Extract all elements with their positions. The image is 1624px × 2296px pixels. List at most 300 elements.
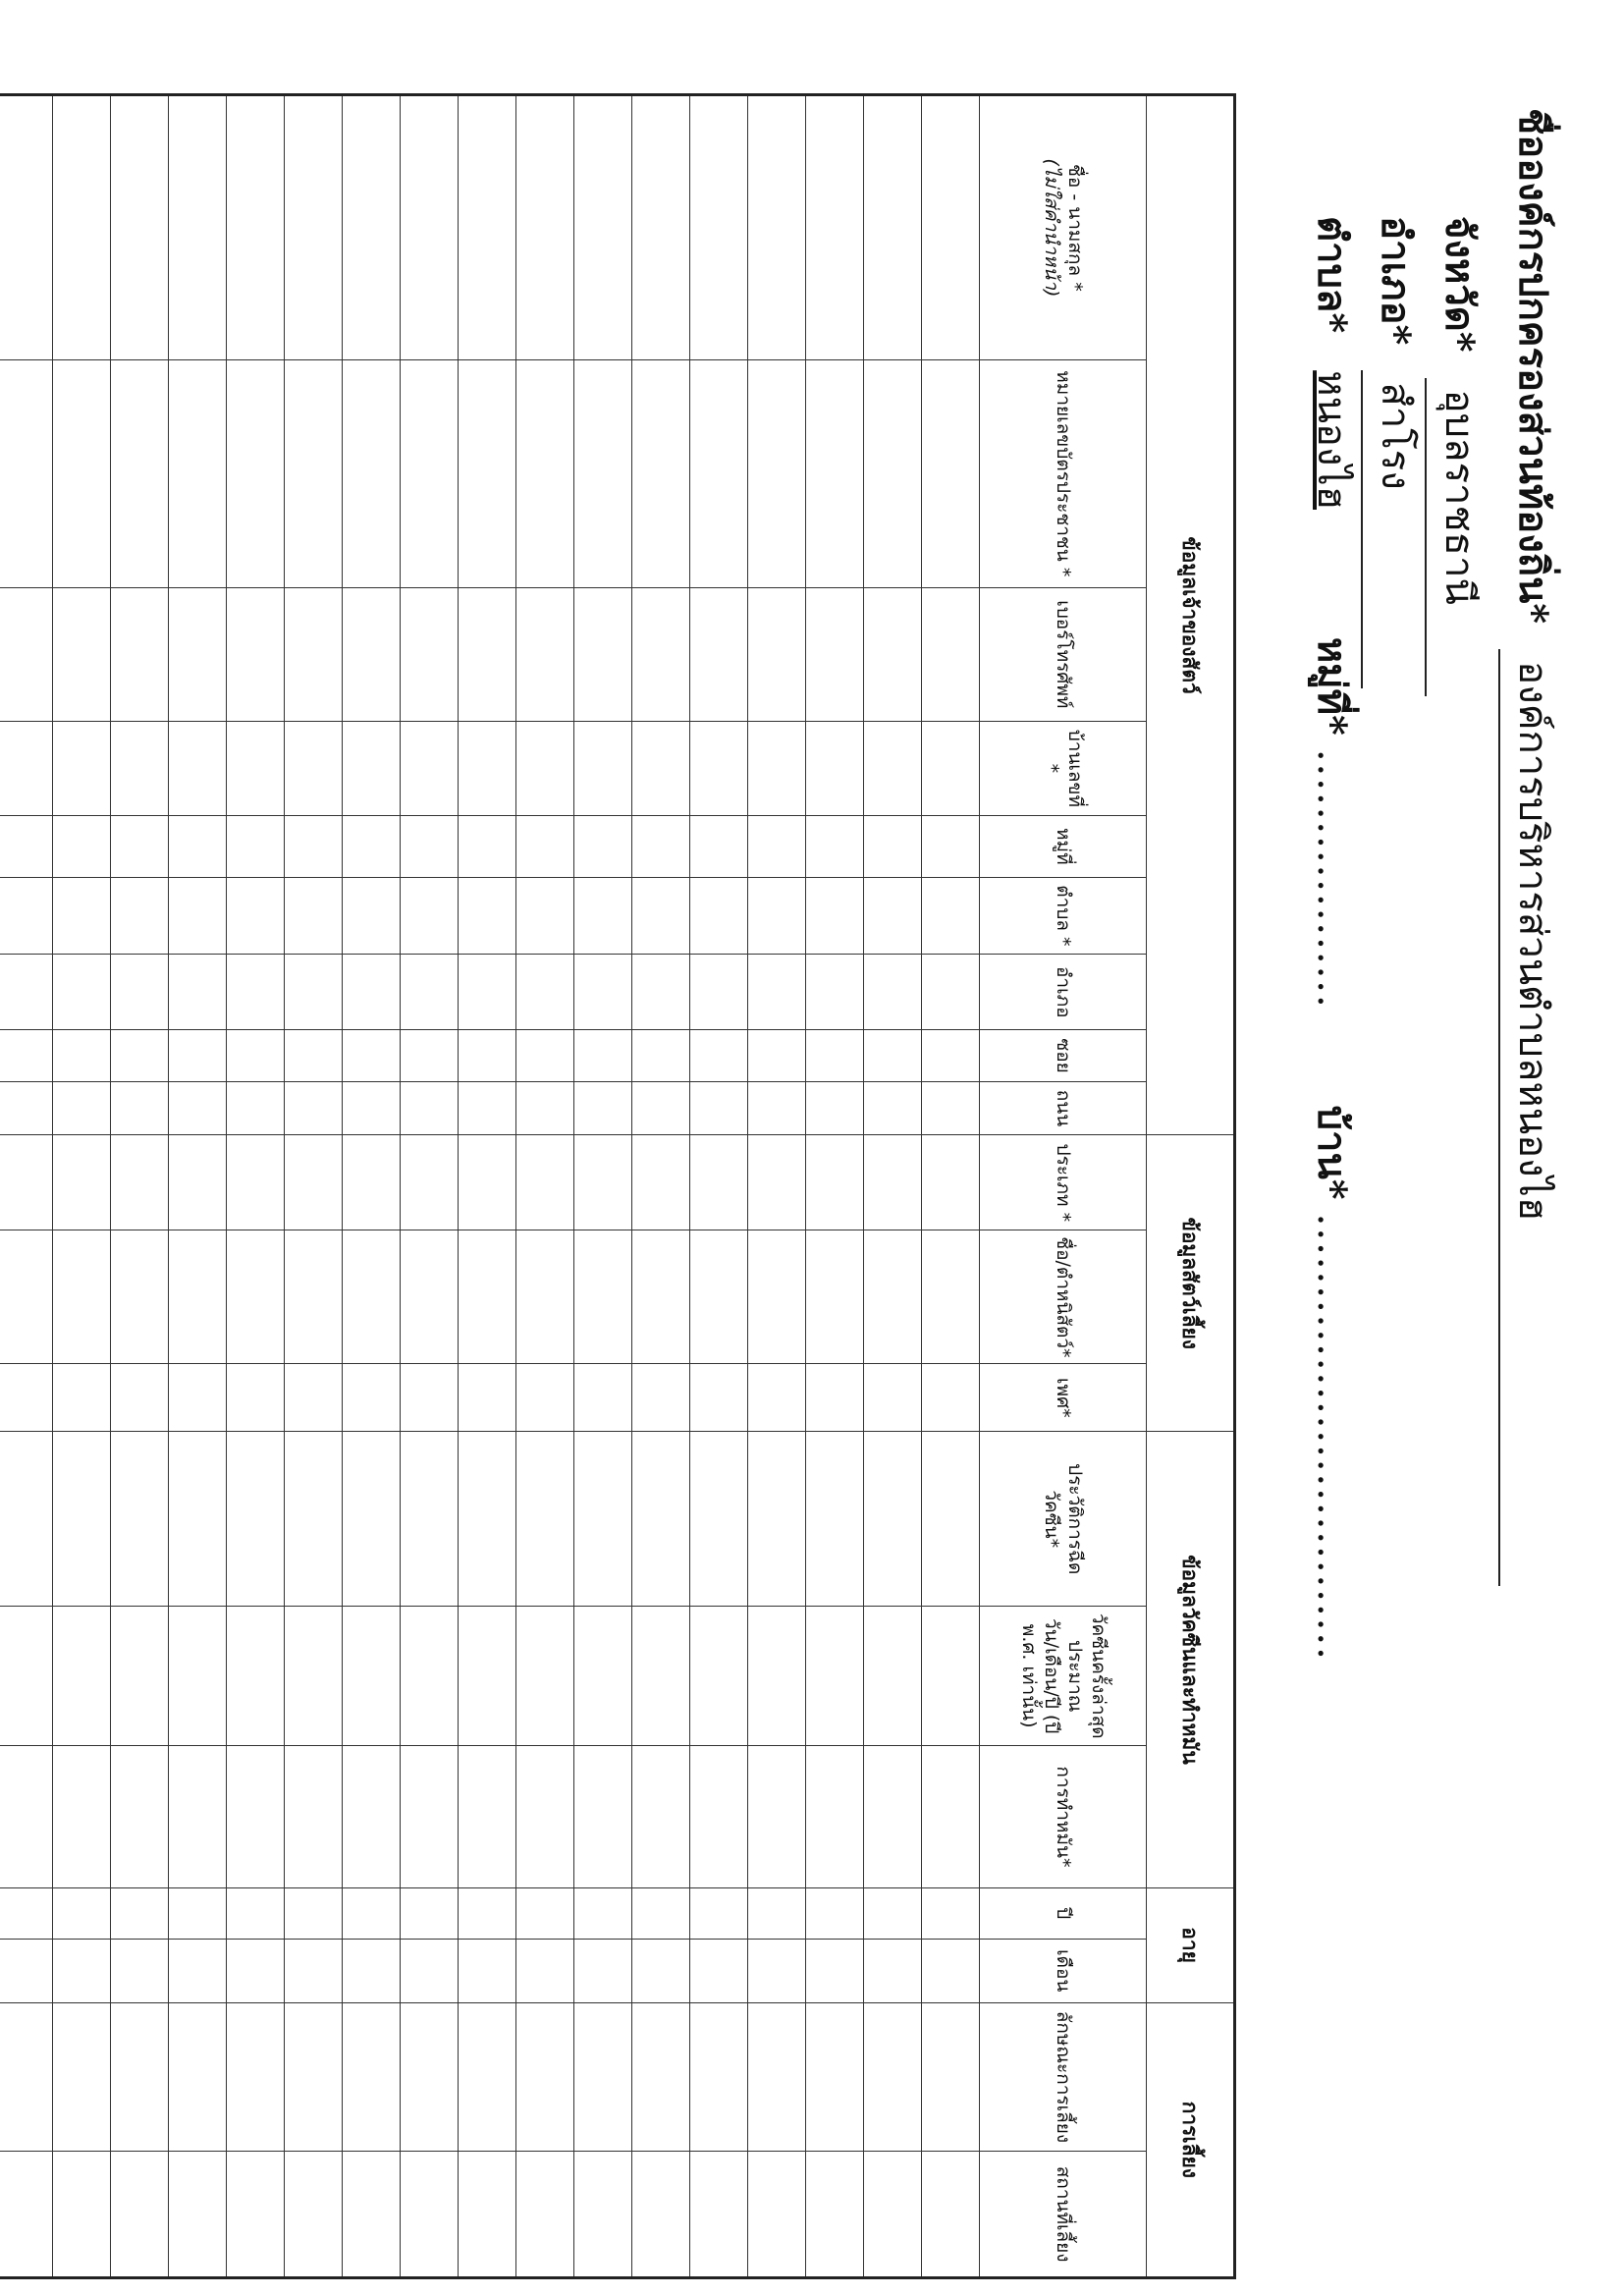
table-cell[interactable] (690, 1939, 748, 2002)
table-cell[interactable] (516, 2152, 574, 2278)
table-cell[interactable] (285, 1230, 343, 1364)
table-cell[interactable] (748, 1081, 806, 1134)
table-cell[interactable] (0, 1746, 53, 1887)
table-cell[interactable] (690, 1887, 748, 1939)
table-cell[interactable] (922, 955, 980, 1030)
table-cell[interactable] (401, 95, 459, 360)
table-cell[interactable] (632, 1135, 690, 1230)
table-cell[interactable] (227, 1030, 285, 1081)
table-cell[interactable] (111, 95, 169, 360)
table-cell[interactable] (285, 877, 343, 954)
table-cell[interactable] (574, 955, 632, 1030)
table-cell[interactable] (748, 721, 806, 815)
table-cell[interactable] (459, 1607, 516, 1746)
table-cell[interactable] (806, 1939, 864, 2002)
table-cell[interactable] (169, 877, 227, 954)
table-cell[interactable] (53, 815, 111, 877)
table-cell[interactable] (574, 1135, 632, 1230)
table-cell[interactable] (111, 1746, 169, 1887)
table-cell[interactable] (574, 815, 632, 877)
table-cell[interactable] (748, 1135, 806, 1230)
table-cell[interactable] (343, 1135, 401, 1230)
table-cell[interactable] (574, 1364, 632, 1432)
table-cell[interactable] (516, 1607, 574, 1746)
table-cell[interactable] (806, 955, 864, 1030)
table-cell[interactable] (632, 1939, 690, 2002)
table-cell[interactable] (53, 1030, 111, 1081)
table-cell[interactable] (806, 1030, 864, 1081)
table-cell[interactable] (574, 2002, 632, 2152)
table-cell[interactable] (343, 2002, 401, 2152)
table-cell[interactable] (401, 1887, 459, 1939)
table-cell[interactable] (922, 2002, 980, 2152)
table-cell[interactable] (227, 955, 285, 1030)
table-cell[interactable] (53, 877, 111, 954)
table-cell[interactable] (864, 955, 922, 1030)
table-cell[interactable] (806, 1081, 864, 1134)
table-cell[interactable] (459, 955, 516, 1030)
table-cell[interactable] (169, 2152, 227, 2278)
table-cell[interactable] (922, 1939, 980, 2002)
table-cell[interactable] (864, 1364, 922, 1432)
table-cell[interactable] (343, 1887, 401, 1939)
table-cell[interactable] (574, 1432, 632, 1607)
table-cell[interactable] (111, 2152, 169, 2278)
table-cell[interactable] (169, 955, 227, 1030)
table-cell[interactable] (632, 1432, 690, 1607)
table-cell[interactable] (864, 587, 922, 721)
table-cell[interactable] (632, 2152, 690, 2278)
table-cell[interactable] (111, 1135, 169, 1230)
table-cell[interactable] (632, 1364, 690, 1432)
table-cell[interactable] (0, 1364, 53, 1432)
table-cell[interactable] (459, 359, 516, 587)
table-cell[interactable] (864, 1607, 922, 1746)
table-cell[interactable] (632, 1081, 690, 1134)
table-cell[interactable] (632, 1030, 690, 1081)
table-cell[interactable] (574, 359, 632, 587)
table-cell[interactable] (0, 721, 53, 815)
table-cell[interactable] (227, 1432, 285, 1607)
table-cell[interactable] (227, 1746, 285, 1887)
table-cell[interactable] (748, 955, 806, 1030)
table-cell[interactable] (516, 1230, 574, 1364)
table-cell[interactable] (690, 1607, 748, 1746)
table-cell[interactable] (864, 877, 922, 954)
table-cell[interactable] (169, 1432, 227, 1607)
table-cell[interactable] (690, 955, 748, 1030)
table-cell[interactable] (690, 1746, 748, 1887)
table-cell[interactable] (632, 1887, 690, 1939)
table-cell[interactable] (401, 587, 459, 721)
table-cell[interactable] (922, 1135, 980, 1230)
table-cell[interactable] (169, 815, 227, 877)
table-cell[interactable] (0, 359, 53, 587)
table-cell[interactable] (632, 1607, 690, 1746)
table-cell[interactable] (632, 95, 690, 360)
table-cell[interactable] (748, 1432, 806, 1607)
table-cell[interactable] (459, 1030, 516, 1081)
table-cell[interactable] (632, 587, 690, 721)
table-cell[interactable] (690, 1432, 748, 1607)
table-cell[interactable] (574, 1230, 632, 1364)
table-cell[interactable] (0, 1135, 53, 1230)
table-cell[interactable] (574, 1081, 632, 1134)
table-cell[interactable] (632, 1746, 690, 1887)
table-cell[interactable] (285, 1135, 343, 1230)
table-cell[interactable] (111, 1432, 169, 1607)
table-cell[interactable] (343, 1364, 401, 1432)
table-cell[interactable] (806, 1746, 864, 1887)
table-cell[interactable] (516, 95, 574, 360)
table-cell[interactable] (690, 2002, 748, 2152)
table-cell[interactable] (922, 1607, 980, 1746)
table-cell[interactable] (632, 877, 690, 954)
table-cell[interactable] (806, 1364, 864, 1432)
table-cell[interactable] (227, 815, 285, 877)
table-cell[interactable] (169, 1607, 227, 1746)
table-cell[interactable] (53, 721, 111, 815)
table-cell[interactable] (632, 815, 690, 877)
table-cell[interactable] (459, 721, 516, 815)
table-cell[interactable] (111, 1887, 169, 1939)
village-no-field[interactable]: .................. (1309, 748, 1354, 1010)
table-cell[interactable] (343, 1230, 401, 1364)
table-cell[interactable] (748, 95, 806, 360)
table-cell[interactable] (690, 2152, 748, 2278)
table-cell[interactable] (0, 1030, 53, 1081)
table-cell[interactable] (401, 1135, 459, 1230)
table-cell[interactable] (169, 587, 227, 721)
table-cell[interactable] (343, 587, 401, 721)
table-cell[interactable] (401, 815, 459, 877)
table-cell[interactable] (227, 587, 285, 721)
org-field[interactable]: องค์การบริหารส่วนตำบลหนองไฮ (1498, 649, 1565, 1586)
table-cell[interactable] (285, 1887, 343, 1939)
table-cell[interactable] (806, 1432, 864, 1607)
table-cell[interactable] (111, 1364, 169, 1432)
table-cell[interactable] (516, 587, 574, 721)
table-cell[interactable] (516, 1887, 574, 1939)
table-cell[interactable] (169, 1230, 227, 1364)
table-cell[interactable] (922, 1081, 980, 1134)
table-cell[interactable] (285, 1364, 343, 1432)
table-cell[interactable] (401, 2002, 459, 2152)
table-cell[interactable] (459, 815, 516, 877)
table-cell[interactable] (285, 95, 343, 360)
table-cell[interactable] (227, 359, 285, 587)
table-cell[interactable] (864, 2152, 922, 2278)
table-cell[interactable] (227, 2002, 285, 2152)
table-cell[interactable] (169, 1030, 227, 1081)
table-cell[interactable] (401, 1081, 459, 1134)
table-cell[interactable] (401, 2152, 459, 2278)
table-cell[interactable] (806, 2152, 864, 2278)
table-cell[interactable] (516, 1746, 574, 1887)
table-cell[interactable] (53, 1887, 111, 1939)
table-cell[interactable] (53, 1230, 111, 1364)
table-cell[interactable] (864, 815, 922, 877)
table-cell[interactable] (864, 359, 922, 587)
table-cell[interactable] (459, 1081, 516, 1134)
table-cell[interactable] (0, 1230, 53, 1364)
table-cell[interactable] (343, 1746, 401, 1887)
table-cell[interactable] (516, 359, 574, 587)
table-cell[interactable] (806, 877, 864, 954)
table-cell[interactable] (806, 95, 864, 360)
table-cell[interactable] (285, 587, 343, 721)
table-cell[interactable] (516, 955, 574, 1030)
table-cell[interactable] (459, 1887, 516, 1939)
table-cell[interactable] (690, 587, 748, 721)
table-cell[interactable] (343, 815, 401, 877)
table-cell[interactable] (227, 1607, 285, 1746)
table-cell[interactable] (459, 1746, 516, 1887)
table-cell[interactable] (574, 1030, 632, 1081)
table-cell[interactable] (169, 1887, 227, 1939)
table-cell[interactable] (574, 587, 632, 721)
table-cell[interactable] (169, 1939, 227, 2002)
table-cell[interactable] (53, 2002, 111, 2152)
table-cell[interactable] (632, 2002, 690, 2152)
table-cell[interactable] (748, 359, 806, 587)
table-cell[interactable] (285, 721, 343, 815)
table-cell[interactable] (574, 1887, 632, 1939)
province-field[interactable]: อุบลราชธานี (1425, 378, 1491, 696)
table-cell[interactable] (748, 1607, 806, 1746)
table-cell[interactable] (864, 1230, 922, 1364)
table-cell[interactable] (343, 721, 401, 815)
table-cell[interactable] (690, 1364, 748, 1432)
table-cell[interactable] (111, 1230, 169, 1364)
table-cell[interactable] (285, 1030, 343, 1081)
table-cell[interactable] (690, 1030, 748, 1081)
table-cell[interactable] (516, 1030, 574, 1081)
table-cell[interactable] (806, 1135, 864, 1230)
table-cell[interactable] (864, 1081, 922, 1134)
table-cell[interactable] (516, 815, 574, 877)
table-cell[interactable] (632, 1230, 690, 1364)
table-cell[interactable] (227, 2152, 285, 2278)
table-cell[interactable] (0, 95, 53, 360)
table-cell[interactable] (748, 1230, 806, 1364)
table-cell[interactable] (0, 1081, 53, 1134)
table-cell[interactable] (748, 2002, 806, 2152)
table-cell[interactable] (922, 1364, 980, 1432)
table-cell[interactable] (169, 95, 227, 360)
table-cell[interactable] (459, 1432, 516, 1607)
table-cell[interactable] (227, 721, 285, 815)
table-cell[interactable] (748, 1887, 806, 1939)
table-cell[interactable] (922, 877, 980, 954)
table-cell[interactable] (111, 587, 169, 721)
table-cell[interactable] (111, 1939, 169, 2002)
table-cell[interactable] (401, 955, 459, 1030)
table-cell[interactable] (169, 721, 227, 815)
table-cell[interactable] (574, 721, 632, 815)
table-cell[interactable] (343, 1081, 401, 1134)
table-cell[interactable] (574, 1939, 632, 2002)
table-cell[interactable] (748, 1746, 806, 1887)
table-cell[interactable] (111, 877, 169, 954)
table-cell[interactable] (748, 815, 806, 877)
table-cell[interactable] (0, 1939, 53, 2002)
table-cell[interactable] (0, 2152, 53, 2278)
table-cell[interactable] (0, 877, 53, 954)
table-cell[interactable] (690, 359, 748, 587)
table-cell[interactable] (53, 1081, 111, 1134)
table-cell[interactable] (459, 877, 516, 954)
table-cell[interactable] (806, 815, 864, 877)
table-cell[interactable] (111, 1607, 169, 1746)
table-cell[interactable] (864, 721, 922, 815)
table-cell[interactable] (922, 1887, 980, 1939)
table-cell[interactable] (516, 2002, 574, 2152)
table-cell[interactable] (632, 955, 690, 1030)
table-cell[interactable] (748, 1364, 806, 1432)
table-cell[interactable] (401, 877, 459, 954)
table-cell[interactable] (806, 1887, 864, 1939)
table-cell[interactable] (632, 721, 690, 815)
table-cell[interactable] (111, 1081, 169, 1134)
table-cell[interactable] (227, 95, 285, 360)
table-cell[interactable] (690, 1135, 748, 1230)
table-cell[interactable] (864, 2002, 922, 2152)
table-cell[interactable] (864, 1939, 922, 2002)
table-cell[interactable] (285, 2002, 343, 2152)
table-cell[interactable] (690, 815, 748, 877)
table-cell[interactable] (285, 955, 343, 1030)
table-cell[interactable] (53, 1746, 111, 1887)
table-cell[interactable] (806, 1607, 864, 1746)
table-cell[interactable] (227, 1364, 285, 1432)
table-cell[interactable] (516, 1364, 574, 1432)
table-cell[interactable] (922, 721, 980, 815)
table-cell[interactable] (632, 359, 690, 587)
table-cell[interactable] (574, 877, 632, 954)
table-cell[interactable] (748, 1939, 806, 2002)
table-cell[interactable] (343, 955, 401, 1030)
table-cell[interactable] (53, 1939, 111, 2002)
table-cell[interactable] (169, 1364, 227, 1432)
table-cell[interactable] (806, 2002, 864, 2152)
table-cell[interactable] (864, 1746, 922, 1887)
table-cell[interactable] (285, 1432, 343, 1607)
table-cell[interactable] (459, 1230, 516, 1364)
table-cell[interactable] (574, 95, 632, 360)
table-cell[interactable] (864, 1432, 922, 1607)
table-cell[interactable] (111, 721, 169, 815)
table-cell[interactable] (343, 1030, 401, 1081)
table-cell[interactable] (459, 587, 516, 721)
table-cell[interactable] (343, 359, 401, 587)
table-cell[interactable] (922, 587, 980, 721)
table-cell[interactable] (748, 877, 806, 954)
table-cell[interactable] (574, 2152, 632, 2278)
table-cell[interactable] (53, 359, 111, 587)
table-cell[interactable] (227, 1135, 285, 1230)
table-cell[interactable] (459, 2152, 516, 2278)
table-cell[interactable] (459, 1939, 516, 2002)
table-cell[interactable] (169, 1746, 227, 1887)
table-cell[interactable] (227, 1230, 285, 1364)
table-cell[interactable] (690, 1081, 748, 1134)
table-cell[interactable] (53, 955, 111, 1030)
table-cell[interactable] (459, 1364, 516, 1432)
table-cell[interactable] (0, 2002, 53, 2152)
table-cell[interactable] (169, 1081, 227, 1134)
table-cell[interactable] (227, 1081, 285, 1134)
table-cell[interactable] (53, 2152, 111, 2278)
table-cell[interactable] (401, 1432, 459, 1607)
table-cell[interactable] (111, 359, 169, 587)
table-cell[interactable] (169, 359, 227, 587)
table-cell[interactable] (401, 1746, 459, 1887)
table-cell[interactable] (516, 1432, 574, 1607)
table-cell[interactable] (922, 815, 980, 877)
table-cell[interactable] (922, 1230, 980, 1364)
subdistrict-field[interactable]: หนองไฮ (1309, 370, 1354, 510)
table-cell[interactable] (169, 2002, 227, 2152)
table-cell[interactable] (227, 1887, 285, 1939)
table-cell[interactable] (343, 1607, 401, 1746)
table-cell[interactable] (459, 1135, 516, 1230)
table-cell[interactable] (0, 1607, 53, 1746)
table-cell[interactable] (922, 359, 980, 587)
table-cell[interactable] (111, 2002, 169, 2152)
table-cell[interactable] (343, 877, 401, 954)
table-cell[interactable] (864, 1887, 922, 1939)
table-cell[interactable] (53, 1364, 111, 1432)
table-cell[interactable] (285, 1939, 343, 2002)
table-cell[interactable] (169, 1135, 227, 1230)
table-cell[interactable] (285, 1746, 343, 1887)
district-field[interactable]: สำโรง (1361, 370, 1428, 688)
table-cell[interactable] (922, 1432, 980, 1607)
table-cell[interactable] (0, 587, 53, 721)
table-cell[interactable] (516, 1135, 574, 1230)
table-cell[interactable] (690, 1230, 748, 1364)
table-cell[interactable] (401, 1364, 459, 1432)
table-cell[interactable] (53, 1135, 111, 1230)
table-cell[interactable] (0, 1432, 53, 1607)
table-cell[interactable] (227, 1939, 285, 2002)
table-cell[interactable] (343, 1939, 401, 2002)
table-cell[interactable] (53, 1432, 111, 1607)
table-cell[interactable] (690, 95, 748, 360)
table-cell[interactable] (0, 1887, 53, 1939)
table-cell[interactable] (748, 1030, 806, 1081)
table-cell[interactable] (111, 955, 169, 1030)
table-cell[interactable] (459, 95, 516, 360)
table-cell[interactable] (806, 359, 864, 587)
table-cell[interactable] (53, 1607, 111, 1746)
table-cell[interactable] (864, 95, 922, 360)
table-cell[interactable] (401, 1230, 459, 1364)
table-cell[interactable] (922, 1746, 980, 1887)
village-name-field[interactable]: ............................... (1309, 1213, 1354, 1662)
table-cell[interactable] (53, 587, 111, 721)
table-cell[interactable] (343, 1432, 401, 1607)
table-cell[interactable] (343, 2152, 401, 2278)
table-cell[interactable] (748, 2152, 806, 2278)
table-cell[interactable] (459, 2002, 516, 2152)
table-cell[interactable] (285, 359, 343, 587)
table-cell[interactable] (516, 721, 574, 815)
table-cell[interactable] (53, 95, 111, 360)
table-cell[interactable] (922, 95, 980, 360)
table-cell[interactable] (748, 587, 806, 721)
